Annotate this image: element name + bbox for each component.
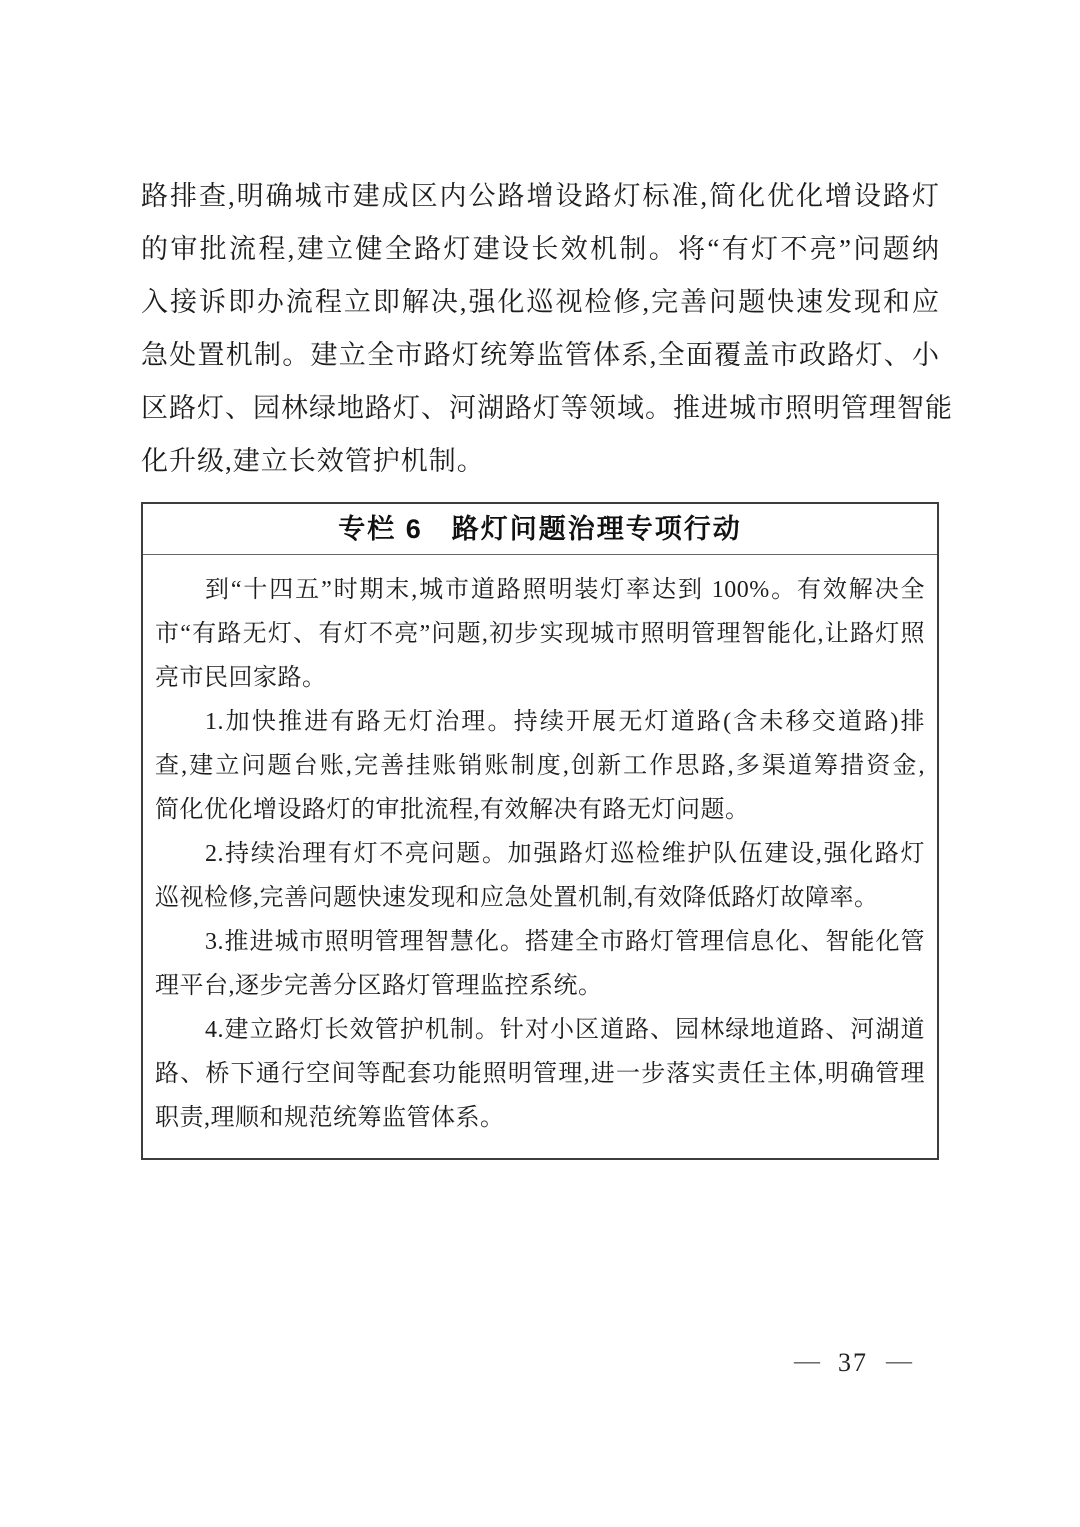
box-line: 简化优化增设路灯的审批流程,有效解决有路无灯问题。 xyxy=(155,797,750,823)
box-paragraph xyxy=(155,920,925,1008)
box-line: 查,建立问题台账,完善挂账销账制度,创新工作思路,多渠道筹措资金, xyxy=(155,753,925,779)
body-line: 化升级,建立长效管护机制。 xyxy=(141,446,485,476)
box-line: 4.建立路灯长效管护机制。针对小区道路、园林绿地道路、河湖道 xyxy=(205,1017,925,1043)
box-line: 路、桥下通行空间等配套功能照明管理,进一步落实责任主体,明确管理 xyxy=(155,1061,925,1087)
footer-right-dash: — xyxy=(886,1346,912,1375)
body-line: 入接诉即办流程立即解决,强化巡视检修,完善问题快速发现和应 xyxy=(141,287,940,317)
body-line: 急处置机制。建立全市路灯统筹监管体系,全面覆盖市政路灯、小 xyxy=(141,340,940,370)
box-paragraph xyxy=(155,700,925,832)
column-box-title: 专栏 6 路灯问题治理专项行动 xyxy=(143,504,937,555)
box-line: 1.加快推进有路无灯治理。持续开展无灯道路(含未移交道路)排 xyxy=(205,709,925,735)
body-line: 区路灯、园林绿地路灯、河湖路灯等领域。推进城市照明管理智能 xyxy=(141,393,953,423)
box-line: 2.持续治理有灯不亮问题。加强路灯巡检维护队伍建设,强化路灯 xyxy=(205,841,925,867)
page-number-footer xyxy=(794,1348,912,1378)
box-line: 亮市民回家路。 xyxy=(155,665,327,691)
box-line: 到“十四五”时期末,城市道路照明装灯率达到 100%。有效解决全 xyxy=(205,577,925,603)
column-6-box xyxy=(141,502,939,1160)
box-line: 巡视检修,完善问题快速发现和应急处置机制,有效降低路灯故障率。 xyxy=(155,885,879,911)
page-number: 37 xyxy=(838,1348,868,1377)
footer-left-dash: — xyxy=(794,1346,820,1375)
box-line: 3.推进城市照明管理智慧化。搭建全市路灯管理信息化、智能化管 xyxy=(205,929,925,955)
box-line: 理平台,逐步完善分区路灯管理监控系统。 xyxy=(155,973,603,999)
box-paragraph xyxy=(155,1008,925,1140)
body-paragraph xyxy=(141,170,953,488)
box-line: 职责,理顺和规范统筹监管体系。 xyxy=(155,1105,505,1131)
column-box-body xyxy=(143,555,937,1140)
box-paragraph xyxy=(155,832,925,920)
box-paragraph xyxy=(155,568,925,700)
body-line: 的审批流程,建立健全路灯建设长效机制。将“有灯不亮”问题纳 xyxy=(141,234,940,264)
body-line: 路排查,明确城市建成区内公路增设路灯标准,简化优化增设路灯 xyxy=(141,181,940,211)
box-line: 市“有路无灯、有灯不亮”问题,初步实现城市照明管理智能化,让路灯照 xyxy=(155,621,925,647)
